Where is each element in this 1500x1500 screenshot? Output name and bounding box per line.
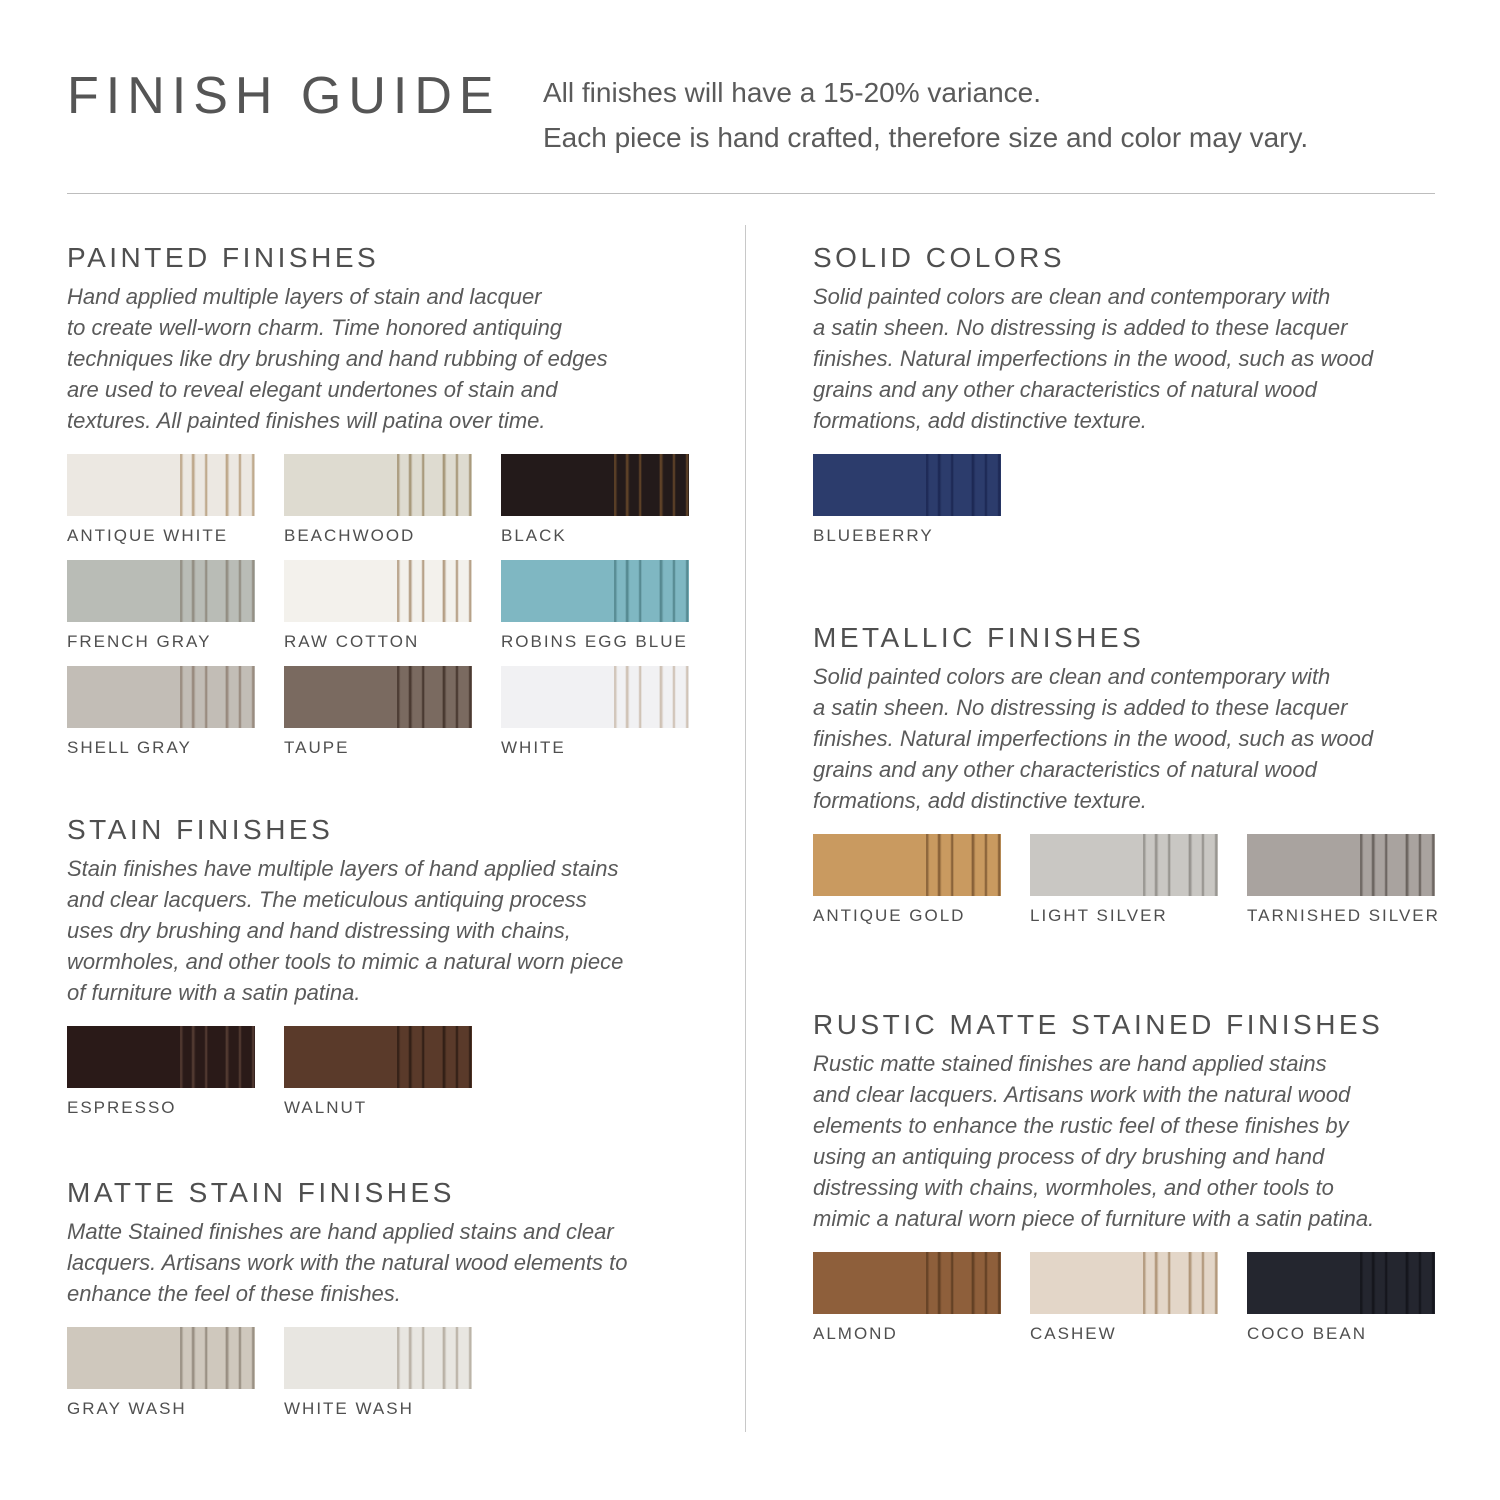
swatch-grid [813, 454, 1453, 548]
finish-swatch-item [501, 560, 689, 654]
column-divider [745, 225, 746, 1432]
finish-label: WHITE [501, 738, 566, 757]
section-heading: RUSTIC MATTE STAINED FINISHES [813, 1009, 1384, 1040]
finish-swatch [67, 560, 255, 622]
finish-swatch [67, 454, 255, 516]
header-divider [67, 193, 1435, 194]
finish-label: SHELL GRAY [67, 738, 192, 757]
finish-swatch [284, 1327, 472, 1389]
finish-label: LIGHT SILVER [1030, 906, 1168, 925]
finish-swatch-item [813, 454, 1001, 548]
finish-swatch-item [1247, 1252, 1435, 1346]
section-heading: METALLIC FINISHES [813, 622, 1145, 653]
section-painted-finishes [67, 243, 707, 760]
section-rustic-matte-stained-finishes [813, 1010, 1453, 1346]
finish-swatch [1247, 1252, 1435, 1314]
finish-swatch [1030, 834, 1218, 896]
finish-swatch-item [67, 454, 255, 548]
subtitle-line: Each piece is hand crafted, therefore size and color may vary. [543, 122, 1309, 153]
finish-swatch-item [284, 1327, 472, 1421]
finish-swatch [284, 454, 472, 516]
section-heading: MATTE STAIN FINISHES [67, 1177, 455, 1208]
section-description: Rustic matte stained finishes are hand applied stains and clear lacquers. Artisans work with the natural wood elements to enhance the rustic feel of these finishes by using an antiquing process of dry brushing and hand distressing with chains, wormholes, and other tools to mimic a natural worn piece of furniture with a satin patina. [813, 1051, 1375, 1231]
finish-swatch [67, 666, 255, 728]
finish-swatch-item [1247, 834, 1440, 928]
finish-swatch [67, 1327, 255, 1389]
finish-swatch [813, 834, 1001, 896]
finish-label: FRENCH GRAY [67, 632, 212, 651]
finish-label: ALMOND [813, 1324, 898, 1343]
finish-label: COCO BEAN [1247, 1324, 1368, 1343]
finish-label: WHITE WASH [284, 1399, 414, 1418]
section-metallic-finishes [813, 623, 1453, 928]
finish-swatch-item [813, 834, 1001, 928]
subtitle [543, 70, 1308, 160]
finish-swatch [501, 454, 689, 516]
section-stain-finishes [67, 815, 707, 1120]
finish-label: BEACHWOOD [284, 526, 416, 545]
finish-label: BLACK [501, 526, 567, 545]
section-matte-stain-finishes [67, 1178, 707, 1421]
finish-label: ESPRESSO [67, 1098, 177, 1117]
swatch-grid [67, 1327, 707, 1421]
section-heading: PAINTED FINISHES [67, 242, 380, 273]
section-description: Hand applied multiple layers of stain and lacquer to create well-worn charm. Time honored antiquing techniques like dry brushing and hand rubbing of edges are used to reveal elegant undertones of stain and textures. All painted finishes will patina over time. [67, 284, 608, 433]
finish-swatch-item [813, 1252, 1001, 1346]
section-description: Solid painted colors are clean and contemporary with a satin sheen. No distressing is added to these lacquer finishes. Natural imperfections in the wood, such as wood grains and any other characteristics of natural wood formations, add distinctive texture. [813, 284, 1374, 433]
subtitle-line: All finishes will have a 15-20% variance. [543, 77, 1042, 108]
finish-swatch [1030, 1252, 1218, 1314]
finish-label: ROBINS EGG BLUE [501, 632, 688, 651]
finish-swatch-item [284, 454, 472, 548]
finish-label: TAUPE [284, 738, 350, 757]
swatch-grid [67, 1026, 707, 1120]
finish-swatch [813, 1252, 1001, 1314]
finish-swatch [1247, 834, 1435, 896]
finish-swatch [67, 1026, 255, 1088]
finish-swatch-item [67, 560, 255, 654]
finish-swatch [501, 560, 689, 622]
finish-label: BLUEBERRY [813, 526, 934, 545]
swatch-grid [813, 834, 1453, 928]
finish-swatch [284, 560, 472, 622]
finish-swatch-item [284, 1026, 472, 1120]
finish-swatch-item [1030, 834, 1218, 928]
finish-label: GRAY WASH [67, 1399, 187, 1418]
section-heading: SOLID COLORS [813, 242, 1066, 273]
finish-label: CASHEW [1030, 1324, 1117, 1343]
finish-swatch-item [284, 666, 472, 760]
finish-swatch [813, 454, 1001, 516]
finish-swatch-item [67, 666, 255, 760]
finish-swatch [501, 666, 689, 728]
finish-label: TARNISHED SILVER [1247, 906, 1440, 925]
section-heading: STAIN FINISHES [67, 814, 334, 845]
section-description: Matte Stained finishes are hand applied stains and clear lacquers. Artisans work with the natural wood elements to enhance the feel of these finishes. [67, 1219, 628, 1306]
page-title: FINISH GUIDE [67, 67, 501, 125]
finish-label: WALNUT [284, 1098, 368, 1117]
section-description: Stain finishes have multiple layers of hand applied stains and clear lacquers. The meticulous antiquing process uses dry brushing and hand distressing with chains, wormholes, and other tools to mimic a natural worn piece of furniture with a satin patina. [67, 856, 624, 1005]
section-solid-colors [813, 243, 1453, 548]
finish-swatch-item [1030, 1252, 1218, 1346]
finish-swatch [284, 666, 472, 728]
finish-swatch-item [501, 666, 689, 760]
finish-swatch-item [284, 560, 472, 654]
finish-swatch [284, 1026, 472, 1088]
finish-swatch-item [501, 454, 689, 548]
finish-swatch-item [67, 1327, 255, 1421]
finish-swatch-item [67, 1026, 255, 1120]
section-description: Solid painted colors are clean and contemporary with a satin sheen. No distressing is added to these lacquer finishes. Natural imperfections in the wood, such as wood grains and any other characteristics of natural wood formations, add distinctive texture. [813, 664, 1374, 813]
finish-label: ANTIQUE WHITE [67, 526, 229, 545]
finish-label: ANTIQUE GOLD [813, 906, 966, 925]
finish-label: RAW COTTON [284, 632, 420, 651]
swatch-grid [813, 1252, 1453, 1346]
swatch-grid [67, 454, 707, 760]
